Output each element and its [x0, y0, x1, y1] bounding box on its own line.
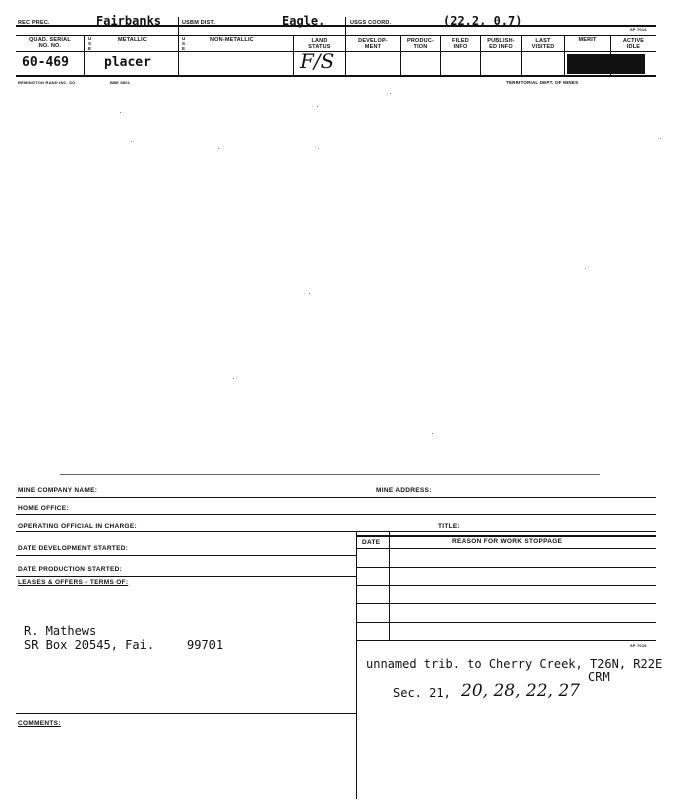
- form-code-top: SP 7014: [630, 27, 647, 32]
- date-column-label: DATE: [362, 539, 381, 546]
- rule: [356, 548, 656, 549]
- territorial-label: TERRITORIAL DEPT. OF MINES: [506, 80, 579, 85]
- speck: [585, 268, 586, 269]
- reason-column-label: REASON FOR WORK STOPPAGE: [452, 538, 563, 545]
- printer-code: BBE 5801: [110, 80, 131, 85]
- speck: [390, 93, 391, 94]
- rule: [356, 585, 656, 586]
- rec-prec-label: REC PREC.: [18, 20, 50, 26]
- rule: [178, 17, 179, 75]
- date-development-label: DATE DEVELOPMENT STARTED:: [18, 545, 129, 552]
- use-label: U S E: [88, 36, 92, 51]
- land-status-label: LAND STATUS: [308, 38, 331, 50]
- development-label: DEVELOP- MENT: [358, 38, 388, 50]
- section-handwritten: 20, 28, 22, 27: [461, 681, 580, 701]
- rule: [356, 640, 656, 641]
- operating-official-label: OPERATING OFFICIAL IN CHARGE:: [18, 523, 137, 530]
- speck: [233, 378, 234, 379]
- speck: [432, 433, 433, 434]
- speck: [660, 138, 661, 139]
- speck: [309, 293, 310, 294]
- home-office-label: HOME OFFICE:: [18, 505, 69, 512]
- speck: [120, 112, 121, 113]
- usgs-coord-label: USGS COORD.: [350, 20, 392, 26]
- printer-label: REMINGTON RAND INC. SO: [18, 80, 76, 85]
- rule: [16, 555, 356, 556]
- speck: [317, 106, 318, 107]
- last-visited-label: LAST VISITED: [531, 38, 555, 50]
- leases-label: LEASES & OFFERS - TERMS OF:: [18, 579, 129, 586]
- rule: [16, 576, 356, 577]
- date-production-label: DATE PRODUCTION STARTED:: [18, 566, 123, 573]
- usgs-coord-value: (22.2, 0.7): [443, 14, 523, 28]
- mine-address-label: MINE ADDRESS:: [376, 487, 432, 494]
- rule: [16, 497, 656, 498]
- usbm-dist-label: USBM DIST.: [182, 20, 216, 26]
- rule: [389, 531, 390, 640]
- redaction-block: [567, 54, 645, 74]
- owner-name: R. Mathews: [24, 624, 97, 638]
- owner-address: SR Box 20545, Fai.: [24, 638, 155, 652]
- rule: [16, 35, 656, 36]
- published-info-label: PUBLISH- ED INFO: [487, 38, 515, 50]
- mine-company-label: MINE COMPANY NAME:: [18, 487, 98, 494]
- rule: [16, 51, 656, 52]
- rule: [356, 531, 357, 799]
- form-code-bottom: SP 7015: [630, 643, 647, 648]
- active-idle-label: ACTIVE IDLE: [622, 38, 645, 50]
- rule: [356, 622, 656, 623]
- owner-zip: 99701: [187, 638, 224, 652]
- rule: [16, 514, 656, 515]
- rule: [356, 603, 656, 604]
- speck: [131, 141, 132, 142]
- rule: [356, 535, 656, 537]
- usbm-dist-value: Eagle.: [282, 14, 326, 28]
- location-line-1: unnamed trib. to Cherry Creek, T26N, R22E: [366, 657, 663, 671]
- use-label-2: U S E: [182, 36, 186, 51]
- rule: [84, 35, 85, 75]
- production-label: PRODUC- TION: [406, 38, 435, 50]
- comments-label: COMMENTS:: [18, 720, 61, 727]
- title-label: TITLE:: [438, 523, 461, 530]
- speck: [318, 148, 319, 149]
- section-typed: Sec. 21,: [393, 686, 451, 700]
- rule: [356, 567, 656, 568]
- rule: [16, 75, 656, 77]
- rule: [16, 531, 656, 532]
- location-line-2: CRM: [588, 670, 610, 684]
- rec-prec-value: Fairbanks: [96, 14, 162, 28]
- nonmetallic-label: NON-METALLIC: [210, 37, 254, 43]
- quad-serial-label: QUAD. SERIAL NO. NO.: [29, 37, 71, 49]
- speck: [218, 148, 219, 149]
- metallic-value: placer: [104, 55, 151, 70]
- filed-info-label: FILED INFO: [452, 38, 469, 50]
- merit-label: MERIT: [578, 37, 597, 43]
- land-status-value: F/S: [300, 49, 335, 73]
- quad-serial-value: 60-469: [22, 55, 69, 70]
- rule: [60, 474, 600, 475]
- metallic-label: METALLIC: [118, 37, 147, 43]
- rule: [16, 713, 356, 714]
